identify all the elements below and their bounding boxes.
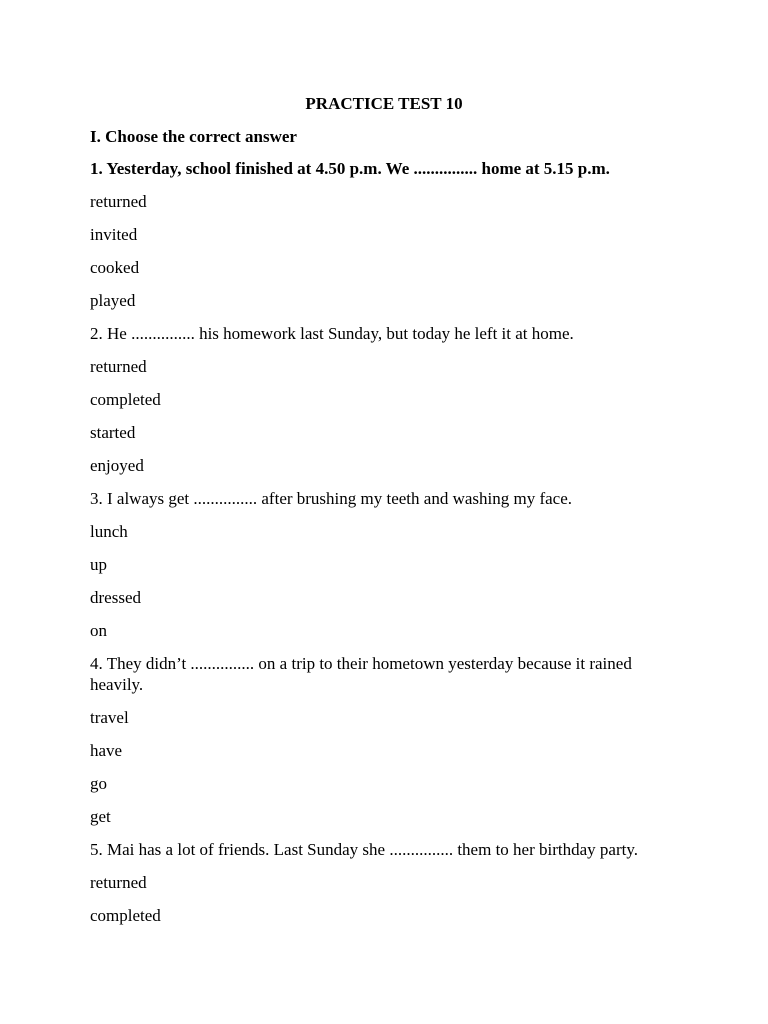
q3-option-4: on	[90, 621, 107, 640]
question-3: 3. I always get ............... after brushing my teeth and washing my face.	[90, 489, 573, 508]
q4-option-4: get	[90, 807, 111, 826]
q5-option-2: completed	[90, 906, 161, 925]
q4-option-2: have	[90, 741, 123, 760]
q2-option-3: started	[90, 423, 136, 442]
q1-option-2: invited	[90, 225, 138, 244]
q1-option-4: played	[90, 291, 136, 310]
question-list	[90, 158, 670, 938]
q1-option-3: cooked	[90, 258, 140, 277]
q1-option-1: returned	[90, 192, 147, 211]
q3-option-2: up	[90, 555, 107, 574]
question-1: 1. Yesterday, school finished at 4.50 p.m. We ............... home at 5.15 p.m.	[90, 159, 610, 178]
q2-option-1: returned	[90, 357, 147, 376]
q4-option-3: go	[90, 774, 107, 793]
question-4: 4. They didn’t ............... on a trip to their hometown yesterday because it rained heavily.	[90, 654, 632, 694]
q5-option-1: returned	[90, 873, 147, 892]
q4-option-1: travel	[90, 708, 129, 727]
question-2: 2. He ............... his homework last Sunday, but today he left it at home.	[90, 324, 574, 343]
section-heading: I. Choose the correct answer	[90, 127, 297, 146]
q2-option-4: enjoyed	[90, 456, 144, 475]
question-5: 5. Mai has a lot of friends. Last Sunday she ............... them to her birthday party.	[90, 840, 638, 859]
q3-option-3: dressed	[90, 588, 141, 607]
q2-option-2: completed	[90, 390, 161, 409]
page-title: PRACTICE TEST 10	[305, 94, 463, 113]
q3-option-1: lunch	[90, 522, 128, 541]
